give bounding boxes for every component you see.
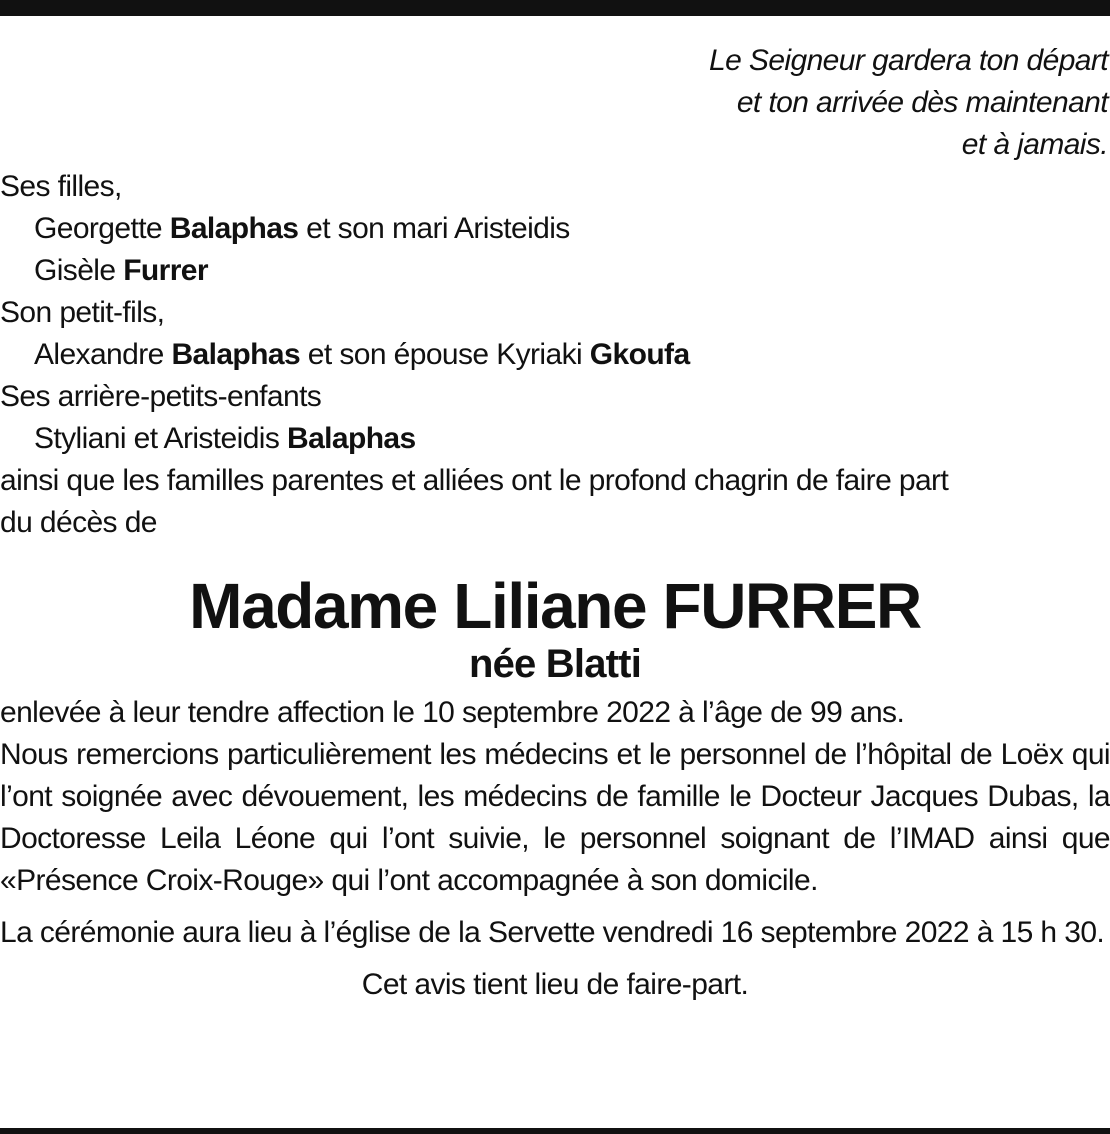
announcement-line: du décès de xyxy=(0,506,157,539)
family-member xyxy=(0,208,1110,250)
first-name: Alexandre xyxy=(34,338,164,371)
ceremony-paragraph: La cérémonie aura lieu à l’église de la Servette vendredi 16 septembre 2022 à 15 h 30. xyxy=(0,916,1105,949)
surname: Balaphas xyxy=(169,212,299,245)
thanks-paragraph: Nous remercions particulièrement les médecins et le personnel de l’hôpital de Loëx qui l’ont soignée avec dévouement, les médecins de famille le Docteur Jacques Dubas, la Doctoresse Leila Léone qui l’ont suivie, le personnel soignant de l’IMAD ainsi que «Présence Croix-Rouge» qui l’ont accompagnée à son domicile. xyxy=(0,738,1110,897)
relation-text: et son mari Aristeidis xyxy=(306,212,570,245)
greatgrandchildren-heading: Ses arrière-petits-enfants xyxy=(0,380,322,413)
announcement-line: ainsi que les familles parentes et alliées ont le profond chagrin de faire part xyxy=(0,464,949,497)
surname: Furrer xyxy=(123,254,208,287)
family-member xyxy=(0,418,1110,460)
relation-text: et son épouse Kyriaki xyxy=(307,338,583,371)
epigraph-line: et ton arrivée dès maintenant xyxy=(736,86,1108,119)
deceased-block xyxy=(0,570,1110,686)
deceased-name: Madame Liliane FURRER xyxy=(189,570,921,642)
death-line: enlevée à leur tendre affection le 10 septembre 2022 à l’âge de 99 ans. xyxy=(0,696,905,729)
closing-line: Cet avis tient lieu de faire-part. xyxy=(361,968,749,1001)
bottom-rule xyxy=(0,1128,1110,1134)
grandson-heading: Son petit-fils, xyxy=(0,296,165,329)
epigraph-line: Le Seigneur gardera ton départ xyxy=(709,44,1108,77)
surname: Balaphas xyxy=(171,338,301,371)
first-name: Styliani et Aristeidis xyxy=(34,422,280,455)
maiden-name: née Blatti xyxy=(468,642,642,686)
top-rule xyxy=(0,0,1110,16)
surname: Gkoufa xyxy=(589,338,690,371)
epigraph xyxy=(0,40,1110,166)
obituary-notice xyxy=(0,40,1110,1006)
epigraph-line: et à jamais. xyxy=(961,128,1108,161)
first-name: Gisèle xyxy=(34,254,116,287)
surname: Balaphas xyxy=(287,422,416,455)
family-member xyxy=(0,334,1110,376)
daughters-heading: Ses filles, xyxy=(0,170,122,203)
first-name: Georgette xyxy=(34,212,163,245)
family-member xyxy=(0,250,1110,292)
